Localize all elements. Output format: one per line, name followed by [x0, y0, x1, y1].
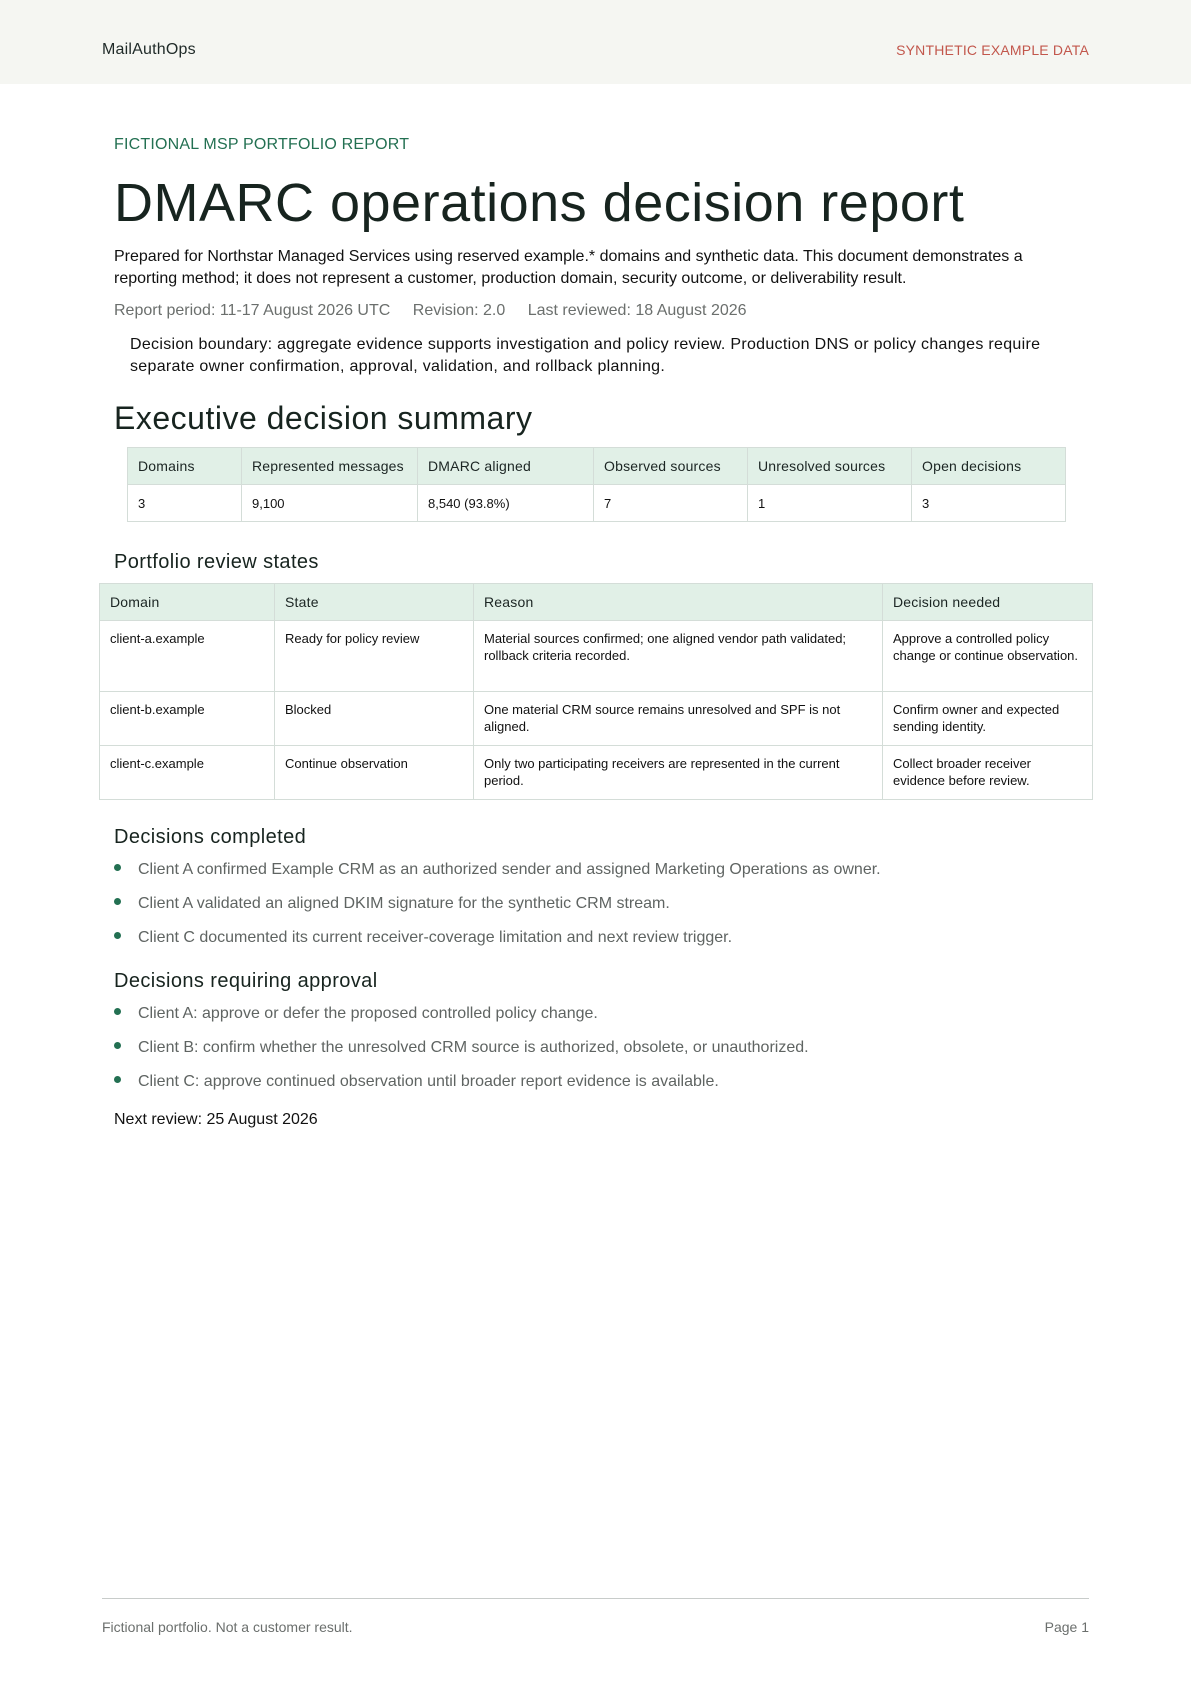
- portfolio-col-domain: Domain: [100, 584, 275, 621]
- list-item-text: Client A: approve or defer the proposed controlled policy change.: [138, 1005, 598, 1022]
- approval-list: [114, 1003, 1074, 1105]
- decisions-requiring-approval: [114, 970, 1074, 1105]
- summary-value-domains: 3: [128, 485, 242, 522]
- portfolio-col-reason: Reason: [474, 584, 883, 621]
- bullet-icon: [114, 898, 121, 905]
- decisions-completed: [114, 826, 1074, 961]
- completed-list: [114, 859, 1074, 961]
- bullet-icon: [114, 1042, 121, 1049]
- portfolio-domain-cell: client-b.example: [100, 692, 275, 746]
- summary-value-row: [128, 485, 1066, 522]
- summary-heading: Executive decision summary: [114, 400, 533, 436]
- bullet-icon: [114, 1076, 121, 1083]
- summary-col-aligned: DMARC aligned: [418, 448, 594, 485]
- summary-table: [127, 447, 1066, 522]
- summary-header-row: [128, 448, 1066, 485]
- summary-value-messages: 9,100: [242, 485, 418, 522]
- list-item: [114, 1003, 1074, 1037]
- portfolio-heading: Portfolio review states: [114, 551, 319, 573]
- summary-value-open: 3: [912, 485, 1066, 522]
- footer-note: Fictional portfolio. Not a customer result.: [102, 1619, 353, 1635]
- approval-heading: Decisions requiring approval: [114, 970, 378, 992]
- list-item: [114, 893, 1074, 927]
- brand-name: MailAuthOps: [102, 41, 196, 58]
- bullet-icon: [114, 932, 121, 939]
- decision-boundary: Decision boundary: aggregate evidence supports investigation and policy review. Production DNS or policy changes require separate owner confirmation, approval, validation, and rollback planning.: [130, 336, 1041, 375]
- list-item-text: Client C documented its current receiver-coverage limitation and next review trigger.: [138, 929, 733, 946]
- portfolio-reason-cell: Material sources confirmed; one aligned vendor path validated; rollback criteria recorded.: [474, 621, 883, 692]
- summary-value-sources: 7: [594, 485, 748, 522]
- page-number: Page 1: [1044, 1619, 1089, 1635]
- portfolio-decision-cell: Confirm owner and expected sending identity.: [883, 692, 1093, 746]
- list-item-text: Client A confirmed Example CRM as an authorized sender and assigned Marketing Operations as owner.: [138, 861, 881, 878]
- portfolio-reason-cell: Only two participating receivers are represented in the current period.: [474, 746, 883, 800]
- list-item-text: Client A validated an aligned DKIM signature for the synthetic CRM stream.: [138, 895, 670, 912]
- summary-col-open: Open decisions: [912, 448, 1066, 485]
- table-row: [100, 692, 1093, 746]
- list-item: [114, 859, 1074, 893]
- portfolio-header-row: [100, 584, 1093, 621]
- bullet-icon: [114, 1008, 121, 1015]
- portfolio-domain-cell: client-c.example: [100, 746, 275, 800]
- next-review: Next review: 25 August 2026: [114, 1111, 318, 1128]
- summary-value-aligned: 8,540 (93.8%): [418, 485, 594, 522]
- portfolio-state-cell: Ready for policy review: [275, 621, 474, 692]
- report-revision: Revision: 2.0: [412, 302, 506, 319]
- summary-value-unresolved: 1: [748, 485, 912, 522]
- portfolio-decision-cell: Collect broader receiver evidence before review.: [883, 746, 1093, 800]
- portfolio-state-cell: Blocked: [275, 692, 474, 746]
- completed-heading: Decisions completed: [114, 826, 307, 848]
- list-item-text: Client C: approve continued observation until broader report evidence is available.: [138, 1073, 719, 1090]
- footer-divider: [102, 1598, 1089, 1599]
- portfolio-reason-cell: One material CRM source remains unresolved and SPF is not aligned.: [474, 692, 883, 746]
- bullet-icon: [114, 864, 121, 871]
- summary-col-sources: Observed sources: [594, 448, 748, 485]
- summary-col-unresolved: Unresolved sources: [748, 448, 912, 485]
- portfolio-domain-cell: client-a.example: [100, 621, 275, 692]
- portfolio-table: [99, 583, 1093, 800]
- page-header: [0, 0, 1191, 84]
- portfolio-state-cell: Continue observation: [275, 746, 474, 800]
- report-last-reviewed: Last reviewed: 18 August 2026: [527, 302, 747, 319]
- report-intro: [114, 136, 1074, 437]
- report-eyebrow: FICTIONAL MSP PORTFOLIO REPORT: [114, 136, 410, 153]
- summary-col-domains: Domains: [128, 448, 242, 485]
- report-title: DMARC operations decision report: [114, 173, 965, 233]
- table-row: [100, 621, 1093, 692]
- portfolio-col-decision: Decision needed: [883, 584, 1093, 621]
- summary-col-messages: Represented messages: [242, 448, 418, 485]
- table-row: [100, 746, 1093, 800]
- list-item-text: Client B: confirm whether the unresolved CRM source is authorized, obsolete, or unauthorized.: [138, 1039, 809, 1056]
- synthetic-data-tag: SYNTHETIC EXAMPLE DATA: [896, 42, 1089, 58]
- list-item: [114, 1071, 1074, 1105]
- portfolio-decision-cell: Approve a controlled policy change or continue observation.: [883, 621, 1093, 692]
- list-item: [114, 1037, 1074, 1071]
- report-meta: [114, 302, 1074, 320]
- report-intro-text: Prepared for Northstar Managed Services using reserved example.* domains and synthetic data. This document demonstrates a reporting method; it does not represent a customer, production domain, security outcome, or deliverability result.: [114, 248, 1023, 287]
- report-period: Report period: 11-17 August 2026 UTC: [114, 302, 391, 319]
- list-item: [114, 927, 1074, 961]
- portfolio-col-state: State: [275, 584, 474, 621]
